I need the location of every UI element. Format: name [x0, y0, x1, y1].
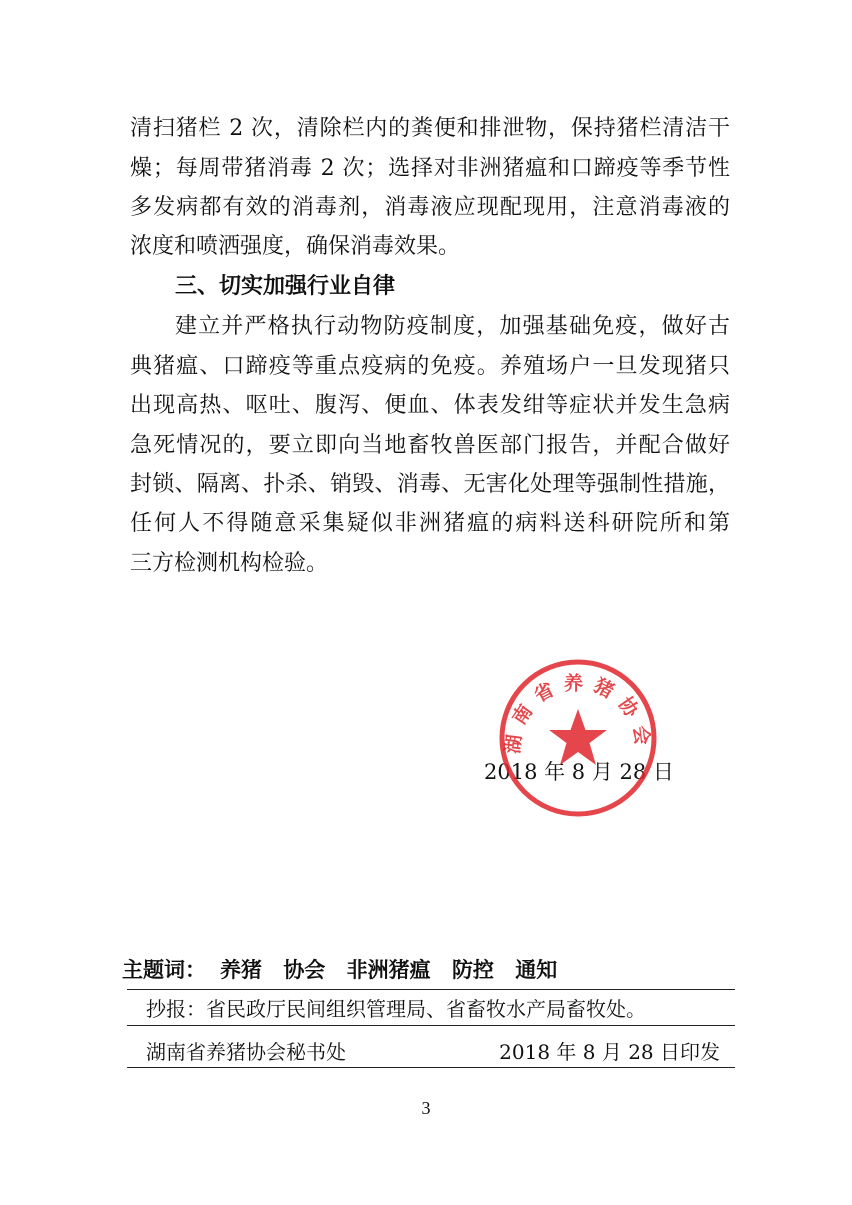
keywords-label: 主题词：	[122, 958, 206, 982]
signature-date: 2018 年 8 月 28 日	[484, 760, 674, 784]
body-text-line: 封锁、隔离、扑杀、销毁、消毒、无害化处理等强制性措施，	[130, 472, 730, 497]
body-text-line: 建立并严格执行动物防疫制度，加强基础免疫，做好古	[175, 314, 730, 339]
issuer: 湖南省养猪协会秘书处	[146, 1040, 346, 1064]
seal-text: 湖南省养猪协会	[501, 672, 655, 755]
body-text-line: 浓度和喷洒强度，确保消毒效果。	[130, 234, 461, 259]
body-text-line: 急死情况的，要立即向当地畜牧兽医部门报告，并配合做好	[130, 433, 730, 458]
issue-date: 2018 年 8 月 28 日印发	[499, 1040, 720, 1064]
body-text-line: 燥；每周带猪消毒 2 次；选择对非洲猪瘟和口蹄疫等季节性	[130, 156, 730, 181]
footer-rule-middle	[127, 1025, 735, 1026]
page-number: 3	[421, 1098, 431, 1118]
body-text-line: 任何人不得随意采集疑似非洲猪瘟的病料送科研院所和第	[130, 511, 730, 536]
body-text-line: 典猪瘟、口蹄疫等重点疫病的免疫。养殖场户一旦发现猪只	[130, 354, 730, 379]
body-text-line: 清扫猪栏 2 次，清除栏内的粪便和排泄物，保持猪栏清洁干	[130, 116, 730, 141]
body-text-line: 出现高热、呕吐、腹泻、便血、体表发绀等症状并发生急病	[130, 393, 730, 418]
keyword: 协会	[283, 958, 326, 982]
keywords-line	[122, 956, 557, 984]
footer-rule-top	[127, 989, 735, 990]
official-seal	[497, 657, 659, 819]
cc-line: 抄报：省民政厅民间组织管理局、省畜牧水产局畜牧处。	[146, 997, 646, 1021]
star-icon	[549, 709, 607, 765]
keyword: 非洲猪瘟	[346, 958, 431, 982]
keyword: 防控	[451, 958, 494, 982]
keyword: 养猪	[220, 958, 262, 982]
section-heading: 三、切实加强行业自律	[175, 274, 396, 299]
footer-rule-bottom	[127, 1067, 735, 1068]
keyword: 通知	[515, 958, 558, 982]
body-text-line: 三方检测机构检验。	[130, 551, 329, 576]
body-text-line: 多发病都有效的消毒剂，消毒液应现配现用，注意消毒液的	[130, 195, 730, 220]
